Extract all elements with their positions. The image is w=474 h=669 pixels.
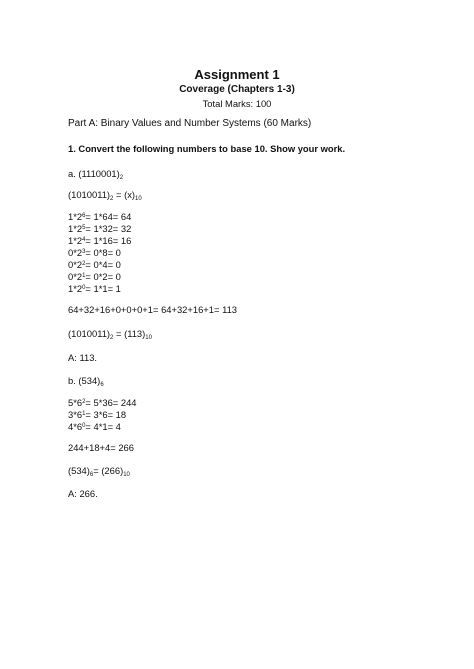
step-line: $4*6^0= 4*1= 4$ (68, 421, 121, 432)
result-equals: = (113) (113, 328, 146, 339)
item-b-base: 6 (100, 382, 104, 388)
item-a-sum: 64+32+16+0+0+0+1= 64+32+16+1= 113 (68, 304, 238, 315)
step-line: $3*6^1= 3*6= 18$ (68, 409, 127, 420)
coverage-subtitle: Coverage (Chapters 1-3) (179, 84, 295, 95)
step-line: $0*2^1= 0*2= 0$ (68, 271, 121, 282)
item-a-base: 2 (119, 175, 124, 181)
step-line: $1*2^6= 1*64= 64$ (68, 211, 132, 222)
item-a-label (68, 168, 123, 180)
step-line: $1*2^0= 1*1= 1$ (68, 283, 121, 294)
item-b-sum: 244+18+4= 266 (68, 442, 134, 453)
step-line: $1*2^5= 1*32= 32$ (68, 223, 132, 234)
step-line: $1*2^4= 1*16= 16$ (68, 235, 132, 246)
item-a-text: a. (1110001) (68, 168, 120, 179)
setup-equals: = (x) (113, 189, 136, 200)
result-equals: = (266) (93, 465, 124, 476)
part-a-heading: Part A: Binary Values and Number Systems (60 Marks) (68, 118, 312, 129)
item-a-answer: A: 113. (68, 352, 98, 363)
step-line: $5*6^2= 5*36= 244$ (68, 397, 137, 408)
item-b-result (68, 465, 130, 477)
setup-number: (1010011) (68, 189, 111, 200)
result-value-base: 10 (123, 472, 130, 478)
question-1: 1. Convert the following numbers to base 10. Show your work. (68, 143, 346, 154)
result-number: (1010011) (68, 328, 111, 339)
result-number-base: 6 (89, 472, 94, 478)
item-a-result (68, 328, 152, 340)
result-number-base: 2 (110, 335, 114, 341)
item-b-label (68, 375, 104, 387)
step-line: $0*2^3= 0*8= 0$ (68, 247, 121, 258)
step-line: $0*2^2= 0*4= 0$ (68, 259, 121, 270)
setup-number-base: 2 (110, 196, 114, 202)
item-b-text: b. (534) (68, 375, 101, 386)
total-marks: Total Marks: 100 (202, 98, 272, 109)
setup-result-base: 10 (135, 196, 142, 202)
assignment-title: Assignment 1 (194, 67, 280, 82)
result-number: (534) (68, 465, 90, 476)
item-a-setup (68, 189, 142, 201)
result-value-base: 10 (145, 335, 152, 341)
item-b-answer: A: 266. (68, 488, 98, 499)
